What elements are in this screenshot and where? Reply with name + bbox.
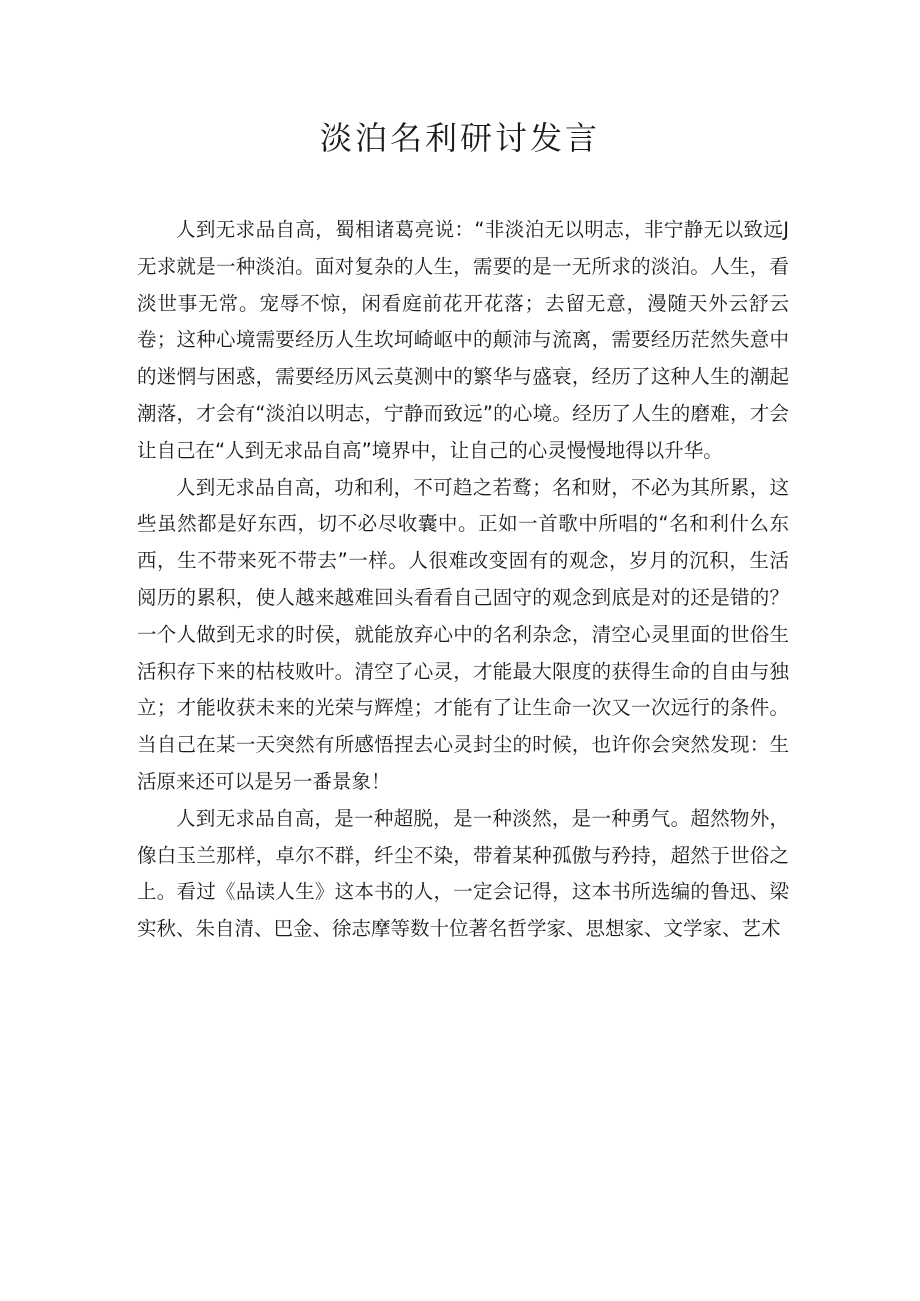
paragraph-2: 人到无求品自高，功和利，不可趋之若鹜；名和财，不必为其所累，这些虽然都是好东西，切不必尽收囊中。正如一首歌中所唱的“名和利什么东西，生不带来死不带去”一样。人很难改变固有的观念，岁月的沉积，生活阅历的累积，使人越来越难回头看看自己固守的观念到底是对的还是错的？一个人做到无求的时侯，就能放弃心中的名利杂念，清空心灵里面的世俗生活积存下来的枯枝败叶。清空了心灵，才能最大限度的获得生命的自由与独立；才能收获未来的光荣与辉煌；才能有了让生命一次又一次远行的条件。当自己在某一天突然有所感悟捏去心灵封尘的时候，也许你会突然发现：生活原来还可以是另一番景象！ bbox=[137, 475, 789, 793]
paragraph-3: 人到无求品自高，是一种超脱，是一种淡然，是一种勇气。超然物外，像白玉兰那样，卓尔不群，纤尘不染，带着某种孤傲与矜持，超然于世俗之上。看过《品读人生》这本书的人，一定会记得，这本书所选编的鲁迅、梁实秋、朱自清、巴金、徐志摩等数十位著名哲学家、思想家、文学家、艺术 bbox=[137, 806, 789, 941]
paragraph-1: 人到无求品自高，蜀相诸葛亮说：“非淡泊无以明志，非宁静无以致远J无求就是一种淡泊。面对复杂的人生，需要的是一无所求的淡泊。人生，看淡世事无常。宠辱不惊，闲看庭前花开花落；去留无意，漫随天外云舒云卷；这种心境需要经历人生坎坷崎岖中的颠沛与流离，需要经历茫然失意中的迷惘与困惑，需要经历风云莫测中的繁华与盛衰，经历了这种人生的潮起潮落，才会有“淡泊以明志，宁静而致远”的心境。经历了人生的磨难，才会让自己在“人到无求品自高”境界中，让自己的心灵慢慢地得以升华。 bbox=[137, 218, 789, 462]
document-title: 淡泊名利研讨发言 bbox=[319, 119, 600, 157]
document-body bbox=[137, 212, 789, 948]
